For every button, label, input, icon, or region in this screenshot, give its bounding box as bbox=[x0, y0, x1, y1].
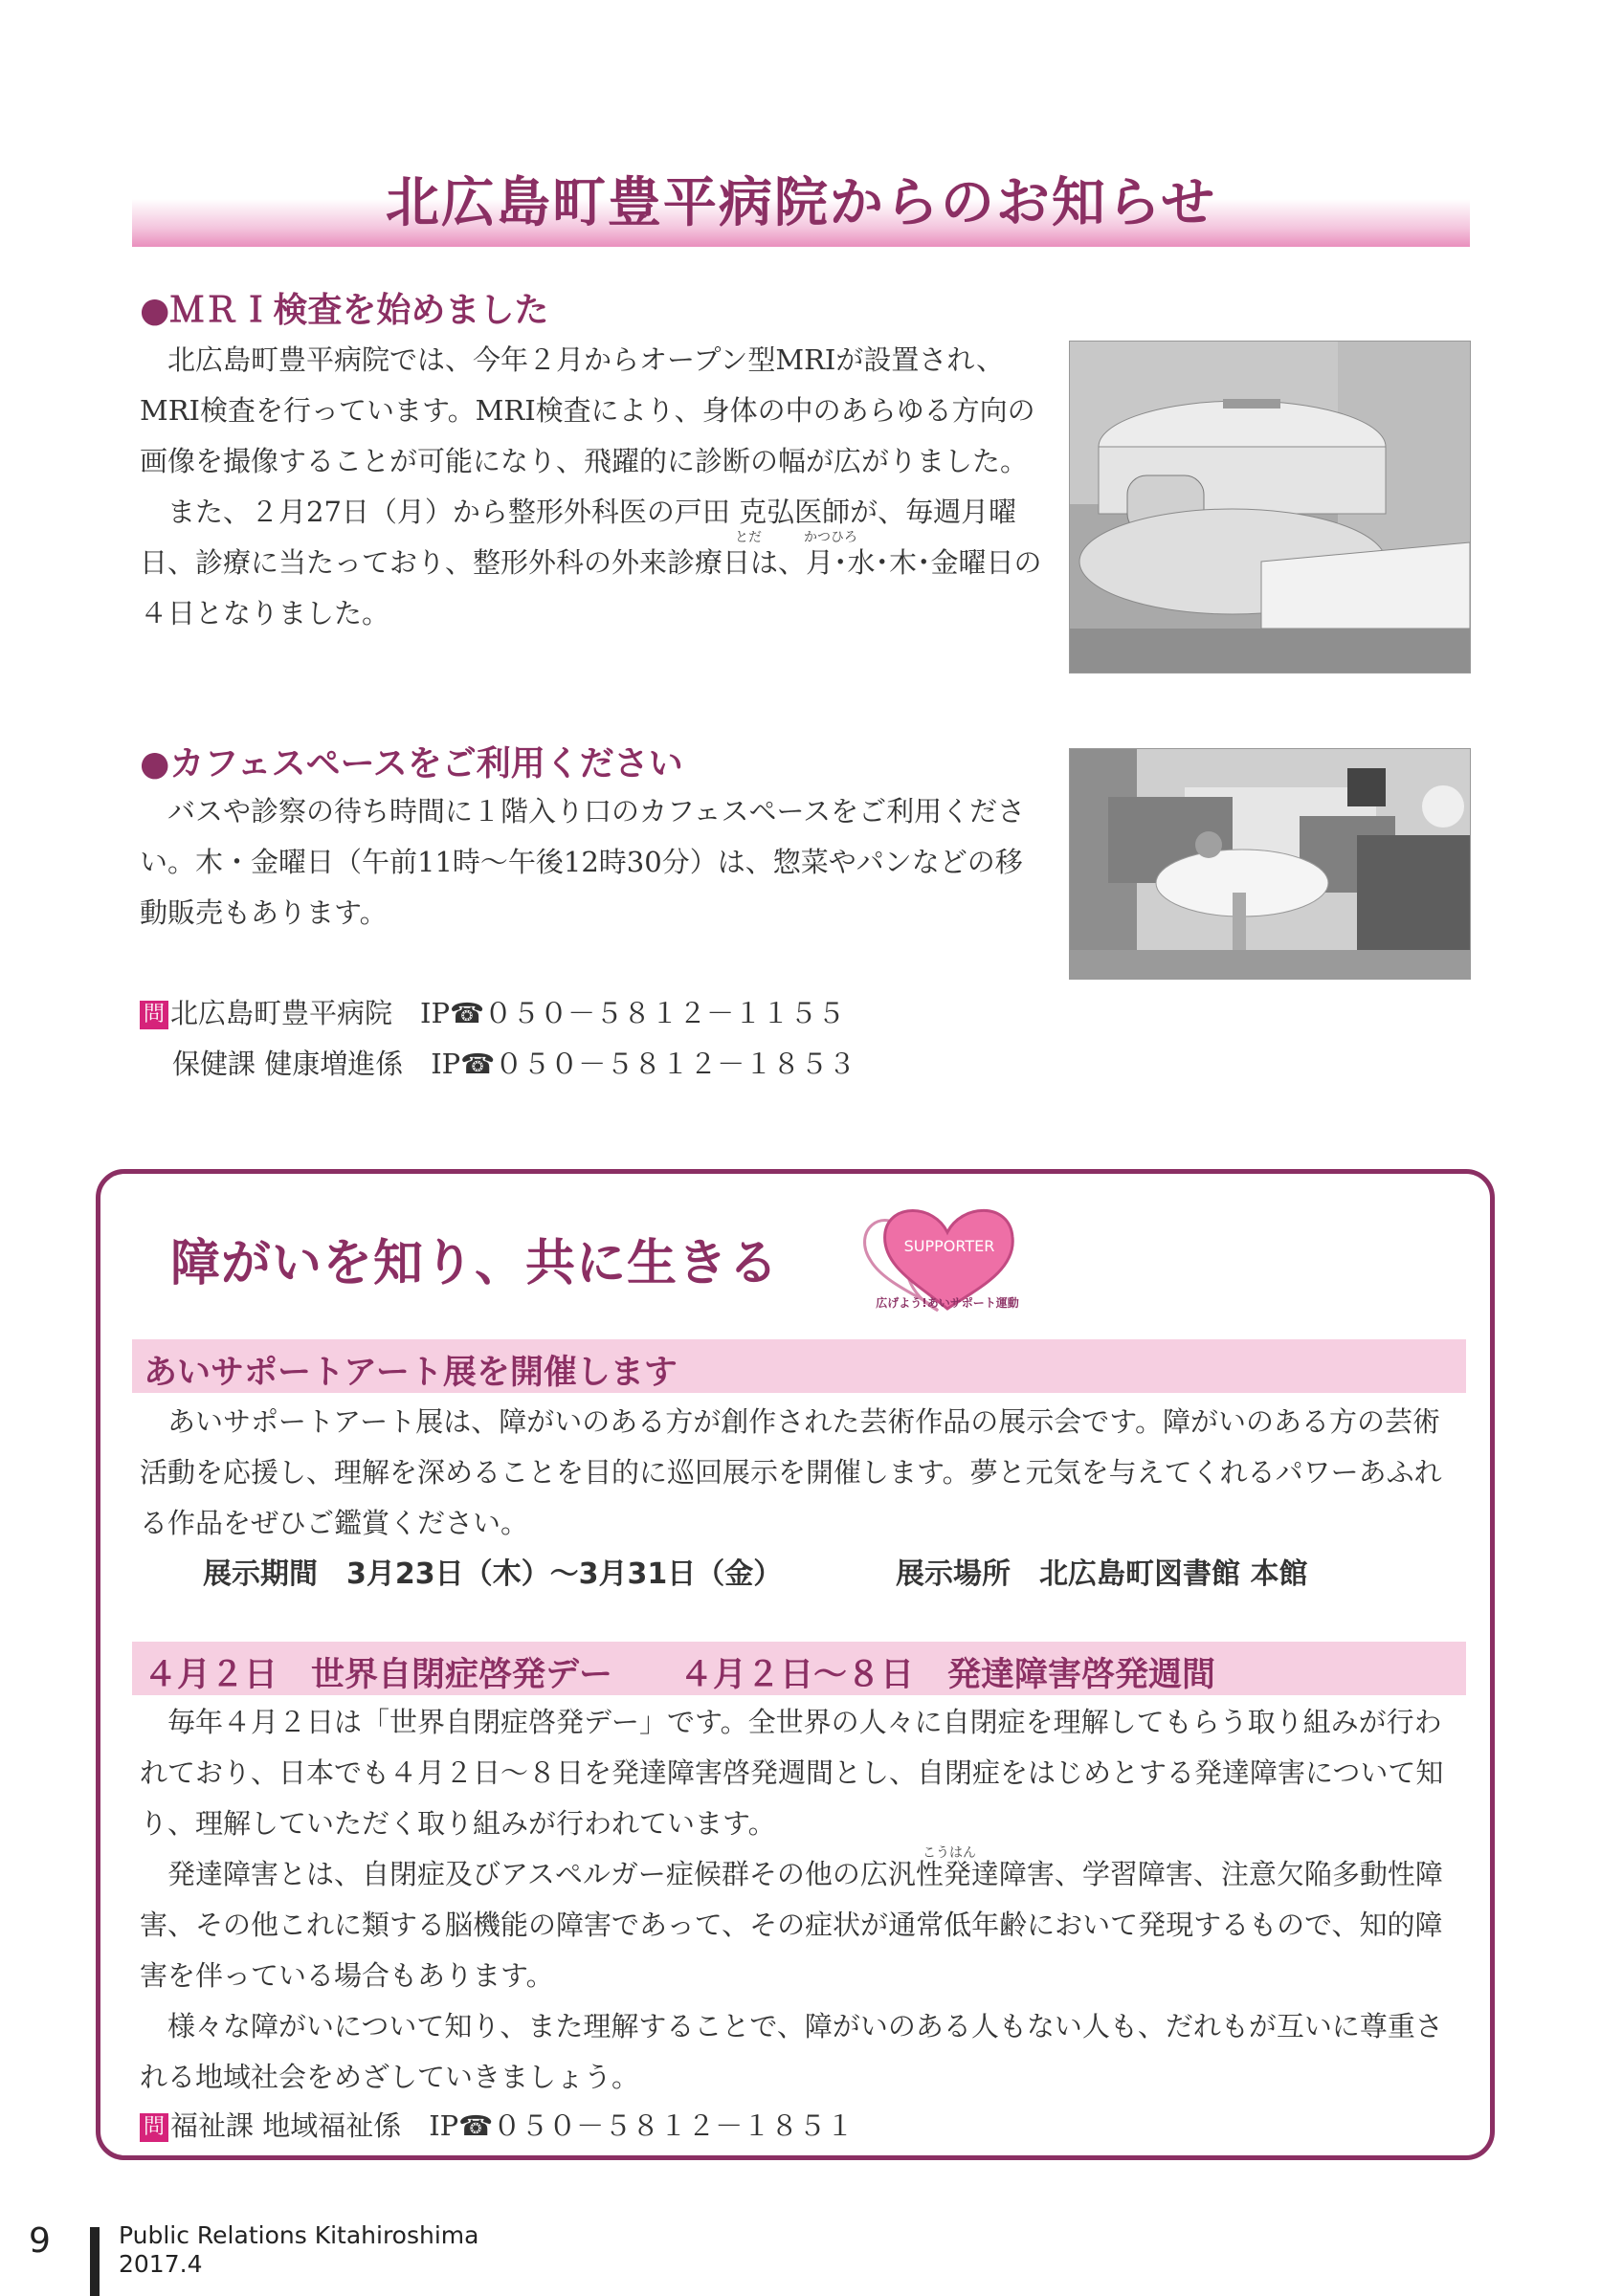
mri-photo bbox=[1069, 341, 1471, 673]
inquiry-icon: 問 bbox=[140, 1001, 168, 1029]
place-value: 北広島町図書館 本館 bbox=[1039, 1557, 1308, 1591]
mri-body bbox=[140, 335, 1049, 639]
logo-arc-text: 広げよう!あいサポート運動 bbox=[876, 1296, 1019, 1310]
contact-line-1 bbox=[140, 992, 845, 1031]
page-number: 9 bbox=[29, 2221, 51, 2261]
autism-body bbox=[140, 1697, 1466, 2103]
autism-para-1: 毎年４月２日は「世界自閉症啓発デー」です。全世界の人々に自閉症を理解してもらう取り組みが行われており、日本でも４月２日～８日を発達障害啓発週間とし、自閉症をはじめとする発達障害について知り、理解していただく取り組みが行われています。 bbox=[140, 1706, 1444, 1840]
mri-heading: ●ＭＲＩ検査を始めました bbox=[140, 291, 549, 330]
autism-heading: ４月２日 世界自閉症啓発デー ４月２日～８日 発達障害啓発週間 bbox=[144, 1656, 1216, 1694]
period-value: 3月23日（木）～3月31日（金） bbox=[346, 1557, 783, 1591]
mri-para-1: 北広島町豊平病院では、今年２月からオープン型MRIが設置され、MRI検査を行っています。MRI検査により、身体の中のあらゆる方向の画像を撮像することが可能になり、飛躍的に診断の幅が広がりました。 bbox=[140, 343, 1035, 477]
cafe-heading: ●カフェスペースをご利用ください bbox=[140, 744, 683, 784]
ruby-katsuhiro: かつひろ bbox=[804, 530, 857, 545]
logo-heart-text: SUPPORTER bbox=[903, 1237, 995, 1255]
welfare-contact-text: 福祉課 地域福祉係 IP☎０５０－５８１２－１８５１ bbox=[170, 2109, 855, 2142]
publication-issue: 2017.4 bbox=[119, 2250, 203, 2278]
publication-name: Public Relations Kitahiroshima bbox=[119, 2221, 479, 2249]
place-label: 展示場所 bbox=[896, 1557, 1011, 1591]
page-title: 北広島町豊平病院からのお知らせ bbox=[385, 172, 1217, 234]
contact-line-2: 保健課 健康増進係 IP☎０５０－５８１２－１８５３ bbox=[172, 1048, 856, 1080]
footer-divider bbox=[90, 2227, 100, 2296]
exhibit-place bbox=[896, 1550, 1307, 1592]
support-title: 障がいを知り、共に生きる bbox=[170, 1235, 780, 1292]
exhibit-period bbox=[203, 1550, 782, 1592]
publication-info bbox=[119, 2221, 478, 2279]
contact-hospital: 北広島町豊平病院 IP☎０５０－５８１２－１１５５ bbox=[170, 997, 846, 1029]
welfare-contact bbox=[140, 2105, 854, 2144]
mri-para-2: また、２月27日（月）から整形外科医の戸田 克弘医師が、毎週月曜日、診療に当たっており、整形外科の外来診療日は、月･水･木･金曜日の４日となりました。 bbox=[140, 496, 1042, 629]
cafe-para: バスや診察の待ち時間に１階入り口のカフェスペースをご利用ください。木・金曜日（午前11時～午後12時30分）は、惣菜やパンなどの移動販売もあります。 bbox=[140, 795, 1026, 929]
ai-support-logo bbox=[842, 1194, 1053, 1324]
autism-para-2: 発達障害とは、自閉症及びアスペルガー症候群その他の広汎性発達障害、学習障害、注意欠陥多動性障害、その他これに類する脳機能の障害であって、その症状が通常低年齢において発現するもので、知的障害を伴っている場合もあります。 bbox=[140, 1858, 1443, 1992]
period-label: 展示期間 bbox=[203, 1557, 318, 1591]
autism-para-3: 様々な障がいについて知り、また理解することで、障がいのある人もない人も、だれもが互いに尊重される地域社会をめざしていきましょう。 bbox=[140, 2010, 1443, 2093]
art-heading: あいサポートアート展を開催します bbox=[144, 1354, 678, 1392]
cafe-photo bbox=[1069, 748, 1471, 980]
ruby-toda: とだ bbox=[735, 530, 762, 545]
inquiry-icon: 問 bbox=[140, 2113, 168, 2142]
art-para: あいサポートアート展は、障がいのある方が創作された芸術作品の展示会です。障がいのある方の芸術活動を応援し、理解を深めることを目的に巡回展示を開催します。夢と元気を与えてくれるパワーあふれる作品をぜひご鑑賞ください。 bbox=[140, 1405, 1442, 1539]
ruby-kouhan: こうはん bbox=[923, 1845, 976, 1861]
